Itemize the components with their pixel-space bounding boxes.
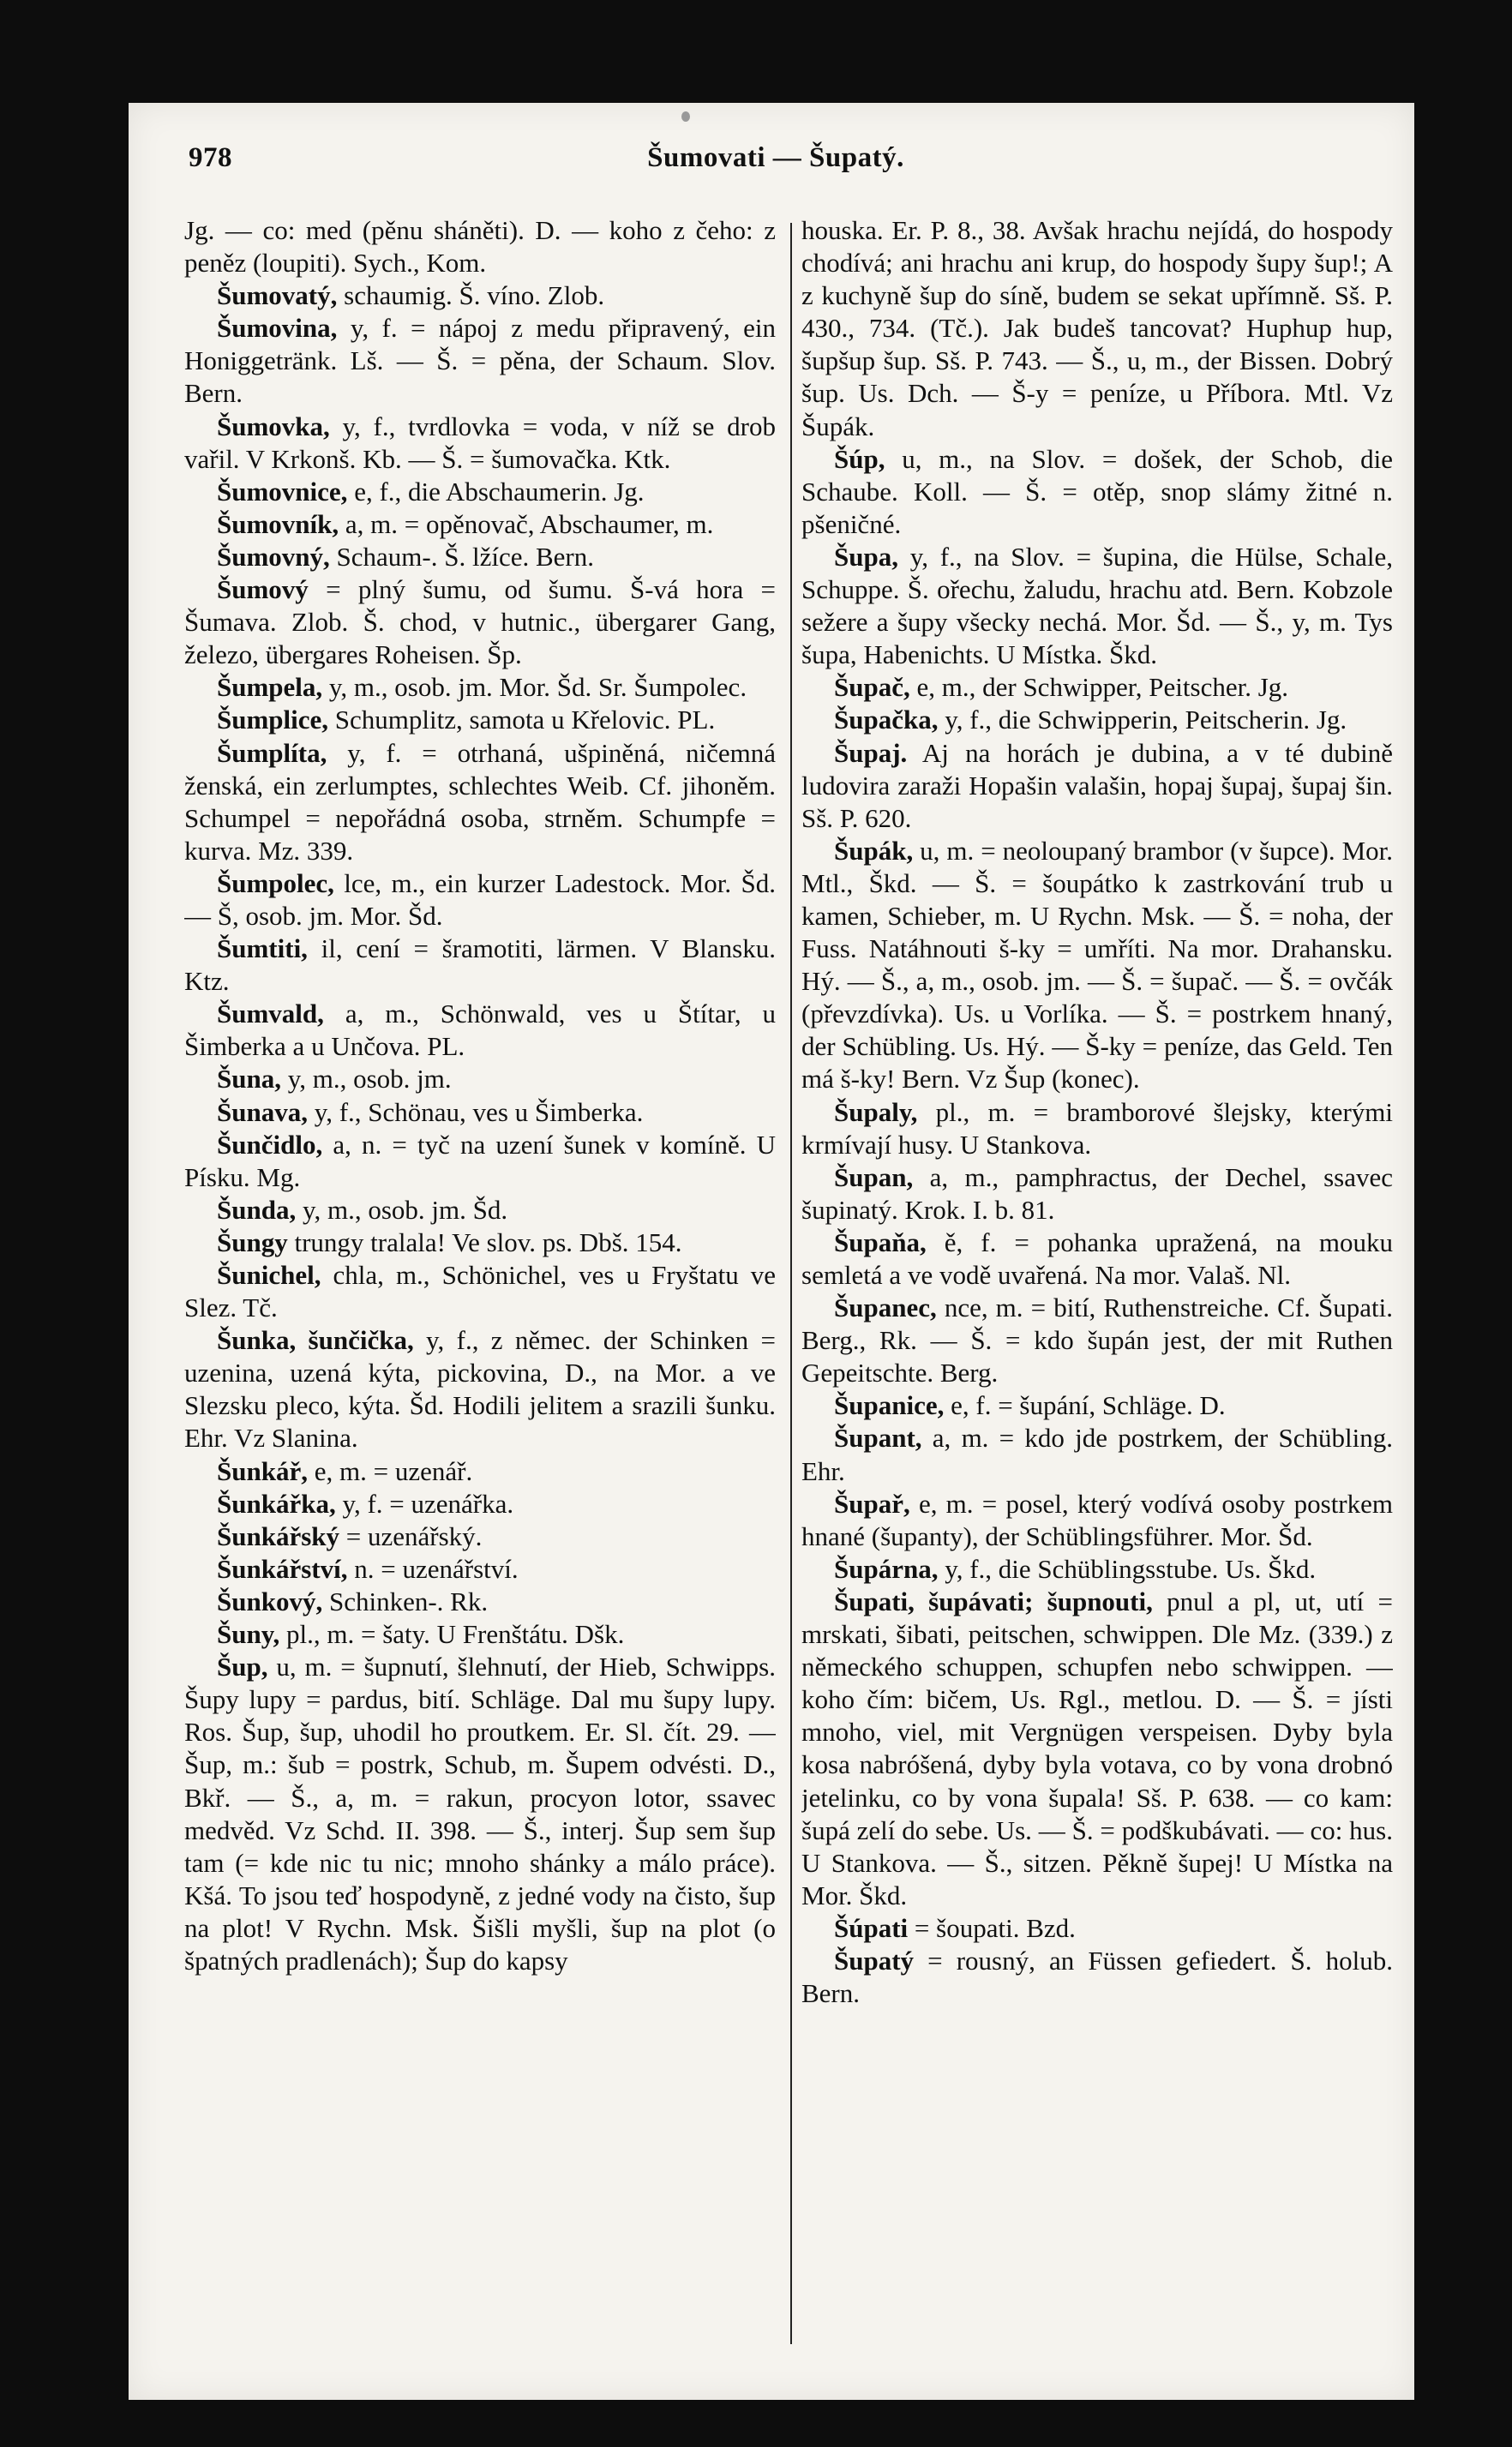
entry-headword: Šumplice, bbox=[217, 705, 329, 735]
dictionary-entry bbox=[184, 737, 776, 867]
dictionary-entry bbox=[184, 671, 776, 704]
entry-headword: Šunkářský bbox=[217, 1520, 340, 1551]
entry-headword: Šumtiti, bbox=[217, 933, 308, 964]
dictionary-entry bbox=[184, 411, 776, 476]
entry-text: a, m. = kdo jde postrkem, der Schübling. Ehr. bbox=[801, 1423, 1393, 1486]
entry-headword: Šúpati bbox=[834, 1912, 909, 1943]
entry-text: u, m. = neoloupaný brambor (v šupce). Mor. Mtl., Škd. — Š. = šoupátko k zastrkování trub u kamen, Schieber, m. U Rychn. Msk. — Š. = noha, der Fuss. Natáhnouti š-ky = umříti. Na mor. Drahansku. Hý. — Š., a, m., osob. jm. — Š. = šupač. — Š. = ovčák (převzdívka). Us. u Vorlíka. — Š. = postrkem hnaný, der Schübling. Us. Hý. — Š-ky = peníze, das Geld. Ten má š-ky! Bern. Vz Šup (konec). bbox=[801, 835, 1393, 1095]
entry-continuation bbox=[184, 214, 776, 279]
dictionary-entry bbox=[801, 835, 1393, 1096]
dictionary-entry bbox=[184, 1096, 776, 1129]
entry-headword: Šumovnice, bbox=[217, 476, 348, 507]
dictionary-entry bbox=[184, 998, 776, 1063]
dictionary-entry bbox=[801, 1292, 1393, 1389]
entry-headword: Šupati, šupávati; šupnouti, bbox=[834, 1586, 1153, 1616]
entry-headword: Šuna, bbox=[217, 1064, 281, 1095]
dictionary-entry bbox=[184, 279, 776, 312]
right-column bbox=[801, 214, 1393, 2366]
dictionary-entry bbox=[184, 1194, 776, 1226]
dictionary-entry bbox=[801, 1096, 1393, 1161]
entry-headword: Šumplíta, bbox=[217, 737, 327, 768]
entry-text: y, f., die Schüblingsstube. Us. Škd. bbox=[938, 1553, 1317, 1584]
entry-text: a, n. = tyč na uzení šunek v komíně. U Písku. Mg. bbox=[184, 1129, 776, 1192]
entry-text: Aj na horách je dubina, a v té dubině ludovira zaraži Hopašin valašin, hopaj šupaj, šupaj šin. Sš. P. 620. bbox=[801, 737, 1393, 833]
entry-text: Schinken-. Rk. bbox=[322, 1586, 489, 1616]
entry-headword: Šúp, bbox=[834, 443, 885, 474]
entry-headword: Šumpolec, bbox=[217, 867, 334, 898]
dictionary-entry bbox=[184, 1259, 776, 1324]
dictionary-entry bbox=[184, 1651, 776, 1977]
entry-text: pl., m. = šaty. U Frenštátu. Dšk. bbox=[279, 1619, 625, 1650]
dictionary-entry bbox=[801, 1586, 1393, 1912]
dictionary-entry bbox=[184, 541, 776, 573]
entry-headword: Šupa, bbox=[834, 541, 898, 572]
entry-headword: Šupatý bbox=[834, 1945, 915, 1976]
entry-headword: Šupačka, bbox=[834, 705, 939, 735]
entry-headword: Šunkový, bbox=[217, 1586, 323, 1616]
entry-text: chla, m., Schönichel, ves u Fryštatu ve Slez. Tč. bbox=[184, 1260, 776, 1323]
entry-text: nce, m. = bití, Ruthenstreiche. Cf. Šupati. Berg., Rk. — Š. = kdo šupán jest, der mit Ruthen Gepeitschte. Berg. bbox=[801, 1292, 1393, 1388]
entry-continuation bbox=[801, 214, 1393, 443]
entry-headword: Šupač, bbox=[834, 672, 910, 703]
dictionary-entry bbox=[801, 1488, 1393, 1553]
dictionary-entry bbox=[184, 1324, 776, 1454]
entry-text: = šoupati. Bzd. bbox=[908, 1912, 1076, 1943]
entry-headword: Šupárna, bbox=[834, 1553, 939, 1584]
dictionary-entry bbox=[801, 541, 1393, 671]
entry-headword: Šupanec, bbox=[834, 1292, 937, 1323]
entry-text: y, f. = uzenářka. bbox=[335, 1488, 514, 1519]
dictionary-entry bbox=[184, 312, 776, 410]
entry-headword: Šup, bbox=[217, 1652, 268, 1682]
entry-text: e, m. = uzenář. bbox=[307, 1455, 473, 1486]
entry-text: a, m., Schönwald, ves u Štítar, u Šimberka a u Unčova. PL. bbox=[184, 999, 776, 1062]
entry-text: e, m., der Schwipper, Peitscher. Jg. bbox=[909, 672, 1289, 703]
dictionary-entry bbox=[801, 443, 1393, 541]
dictionary-entry bbox=[801, 737, 1393, 835]
entry-headword: Šupaňa, bbox=[834, 1226, 927, 1257]
entry-headword: Šunda, bbox=[217, 1194, 297, 1225]
entry-text: houska. Er. P. 8., 38. Avšak hrachu nejídá, do hospody chodívá; ani hrachu ani krup, do hospody šupy šup!; A z kuchyně šup do síně, budem se sekat upřímně. Sš. P. 430., 734. (Tč.). Jak budeš tancovat? Huphup hup, šupšup šup. Sš. P. 743. — Š., u, m., der Bissen. Dobrý šup. Us. Dch. — Š-y = peníze, u Příbora. Mtl. Vz Šupák. bbox=[801, 215, 1393, 441]
dictionary-entry bbox=[184, 508, 776, 541]
entry-headword: Šumovka, bbox=[217, 411, 330, 441]
entry-headword: Šumovný, bbox=[217, 541, 330, 572]
dictionary-entry bbox=[801, 704, 1393, 736]
entry-headword: Šupák, bbox=[834, 835, 914, 866]
entry-text: y, m., osob. jm. Šd. bbox=[296, 1194, 508, 1225]
entry-headword: Šunčidlo, bbox=[217, 1129, 323, 1160]
dictionary-entry bbox=[801, 1161, 1393, 1226]
dictionary-entry bbox=[801, 1389, 1393, 1422]
entry-headword: Šungy bbox=[217, 1226, 288, 1257]
entry-text: = uzenářský. bbox=[339, 1520, 483, 1551]
dictionary-entry bbox=[184, 476, 776, 508]
entry-text: lce, m., ein kurzer Ladestock. Mor. Šd. — Š, osob. jm. Mor. Šd. bbox=[184, 867, 776, 931]
dictionary-entry bbox=[184, 933, 776, 998]
entry-headword: Šupař, bbox=[834, 1488, 910, 1519]
entry-headword: Šupan, bbox=[834, 1161, 914, 1192]
dictionary-entry bbox=[184, 1520, 776, 1553]
entry-text: a, m., pamphractus, der Dechel, ssavec šupinatý. Krok. I. b. 81. bbox=[801, 1161, 1393, 1225]
entry-text: Jg. — co: med (pěnu sháněti). D. — koho z čeho: z peněz (loupiti). Sych., Kom. bbox=[184, 215, 776, 279]
entry-headword: Šumovník, bbox=[217, 508, 339, 539]
dictionary-entry bbox=[801, 1422, 1393, 1487]
dictionary-entry bbox=[184, 1488, 776, 1520]
column-divider bbox=[790, 223, 792, 2344]
entry-text: y, m., osob. jm. bbox=[280, 1064, 452, 1095]
entry-text: il, cení = šramotiti, lärmen. V Blansku. Ktz. bbox=[184, 933, 776, 997]
page-number: 978 bbox=[189, 142, 232, 173]
entry-text: y, f., die Schwipperin, Peitscherin. Jg. bbox=[938, 705, 1347, 735]
entry-headword: Šuny, bbox=[217, 1619, 280, 1650]
entry-headword: Šunichel, bbox=[217, 1260, 321, 1290]
entry-text: y, f., tvrdlovka = voda, v níž se drob vařil. V Krkonš. Kb. — Š. = šumovačka. Ktk. bbox=[184, 411, 776, 474]
entry-text: schaumig. Š. víno. Zlob. bbox=[337, 280, 605, 311]
running-head: Šumovati — Šupatý. bbox=[647, 142, 904, 173]
dictionary-entry bbox=[184, 704, 776, 736]
dictionary-entry bbox=[184, 573, 776, 671]
dictionary-entry bbox=[184, 867, 776, 933]
entry-text: n. = uzenářství. bbox=[347, 1553, 519, 1584]
dictionary-entry bbox=[184, 1586, 776, 1618]
entry-text: u, m., na Slov. = došek, der Schob, die Schaube. Koll. — Š. = otěp, snop slámy žitné n. pšeničné. bbox=[801, 443, 1393, 539]
entry-headword: Šupaly, bbox=[834, 1096, 918, 1127]
entry-text: pnul a pl, ut, utí = mrskati, šibati, peitschen, schwippen. Dle Mz. (339.) z německého schuppen, schupfen nebo schwippen. — koho čím: bičem, Us. Rgl., metlou. D. — Š. = jísti mnoho, viel, mit Vergnügen verspeisen. Dyby byla kosa nabróšená, dyby byla votava, co by vona drobnó jetelinku, co by vona šupala! Sš. P. 638. — co kam: šupá zelí do sebe. Us. — Š. = podškubávati. — co: hus. U Stankova. — Š., sitzen. Pěkně šupej! U Místka na Mor. Škd. bbox=[801, 1586, 1393, 1910]
entry-headword: Šupanice, bbox=[834, 1390, 945, 1421]
entry-text: y, f., na Slov. = šupina, die Hülse, Schale, Schuppe. Š. ořechu, žaludu, hrachu atd. Bern. Kobzole sežere a šupy všecky nechá. Mor. Šd. — Š., y, m. Tys šupa, Habenichts. U Místka. Škd. bbox=[801, 541, 1393, 670]
dictionary-entry bbox=[801, 1912, 1393, 1945]
entry-headword: Šunkář, bbox=[217, 1455, 308, 1486]
entry-headword: Šunkářka, bbox=[217, 1488, 336, 1519]
entry-text: = rousný, an Füssen gefiedert. Š. holub. Bern. bbox=[801, 1945, 1393, 2009]
entry-text: a, m. = opěnovač, Abschaumer, m. bbox=[339, 508, 714, 539]
entry-text: y, f. = otrhaná, ušpiněná, ničemná ženská, ein zerlumptes, schlechtes Weib. Cf. jihoněm. Schumpel = nepořádná osoba, strněm. Schumpfe = kurva. Mz. 339. bbox=[184, 737, 776, 866]
entry-text: y, f., Schönau, ves u Šimberka. bbox=[307, 1096, 644, 1127]
entry-headword: Šumovatý, bbox=[217, 280, 338, 311]
dictionary-entry bbox=[801, 671, 1393, 704]
dictionary-entry bbox=[184, 1618, 776, 1651]
entry-text: e, f. = šupání, Schläge. D. bbox=[944, 1390, 1226, 1421]
dictionary-entry bbox=[184, 1455, 776, 1488]
paper-speck bbox=[681, 111, 690, 122]
entry-text: trungy tralala! Ve slov. ps. Dbš. 154. bbox=[287, 1226, 682, 1257]
entry-headword: Šunkářství, bbox=[217, 1553, 348, 1584]
entry-text: pl., m. = bramborové šlejsky, kterými krmívají husy. U Stankova. bbox=[801, 1096, 1393, 1160]
dictionary-entry bbox=[184, 1553, 776, 1586]
entry-headword: Šupant, bbox=[834, 1423, 922, 1454]
entry-text: Schumplitz, samota u Křelovic. PL. bbox=[328, 705, 716, 735]
dictionary-entry bbox=[801, 1945, 1393, 2010]
entry-headword: Šumovina, bbox=[217, 313, 338, 344]
dictionary-entry bbox=[184, 1226, 776, 1259]
entry-text: = plný šumu, od šumu. Š-vá hora = Šumava. Zlob. Š. chod, v hutnic., übergarer Gang, železo, übergares Roheisen. Šp. bbox=[184, 574, 776, 670]
entry-headword: Šunka, šunčička, bbox=[217, 1325, 414, 1356]
dictionary-entry bbox=[184, 1063, 776, 1095]
entry-text: y, f. = nápoj z medu připravený, ein Honiggetränk. Lš. — Š. = pěna, der Schaum. Slov. Bern. bbox=[184, 313, 776, 409]
entry-text: y, f., z němec. der Schinken = uzenina, uzená kýta, pickovina, D., na Mor. a ve Slezsku pleco, kýta. Šd. Hodili jelitem a srazili šunku. Ehr. Vz Slanina. bbox=[184, 1325, 776, 1454]
entry-headword: Šumpela, bbox=[217, 672, 323, 703]
entry-headword: Šupaj. bbox=[834, 737, 908, 768]
dictionary-entry bbox=[184, 1129, 776, 1194]
entry-text: Schaum-. Š. lžíce. Bern. bbox=[329, 541, 594, 572]
entry-text: y, m., osob. jm. Mor. Šd. Sr. Šumpolec. bbox=[322, 672, 747, 703]
entry-headword: Šunava, bbox=[217, 1096, 308, 1127]
entry-headword: Šumvald, bbox=[217, 999, 324, 1029]
entry-text: ě, f. = pohanka upražená, na mouku semletá a ve vodě uvařená. Na mor. Valaš. Nl. bbox=[801, 1226, 1393, 1290]
page-header bbox=[189, 137, 1363, 189]
entry-text: e, m. = posel, který vodívá osoby postrkem hnané (šupanty), der Schüblingsführer. Mor. Šd. bbox=[801, 1488, 1393, 1551]
dictionary-entry bbox=[801, 1553, 1393, 1586]
entry-text: u, m. = šupnutí, šlehnutí, der Hieb, Schwipps. Šupy lupy = pardus, bití. Schläge. Dal mu šupy lupy. Ros. Šup, šup, uhodil ho proutkem. Er. Sl. čít. 29. — Šup, m.: šub = postrk, Schub, m. Šupem odvésti. D., Bkř. — Š., a, m. = rakun, procyon lotor, ssavec medvěd. Vz Schd. II. 398. — Š., interj. Šup sem šup tam (= kde nic tu nic; mnoho shánky a málo práce). Kšá. To jsou teď hospodyně, z jedné vody na čisto, šup na plot! V Rychn. Msk. Šišli myšli, šup na plot (o špatných pradlenách); Šup do kapsy bbox=[184, 1652, 776, 1976]
entry-text: e, f., die Abschaumerin. Jg. bbox=[347, 476, 645, 507]
dictionary-entry bbox=[801, 1226, 1393, 1292]
left-column bbox=[184, 214, 776, 2366]
dictionary-page bbox=[129, 103, 1414, 2400]
entry-headword: Šumový bbox=[217, 574, 309, 605]
